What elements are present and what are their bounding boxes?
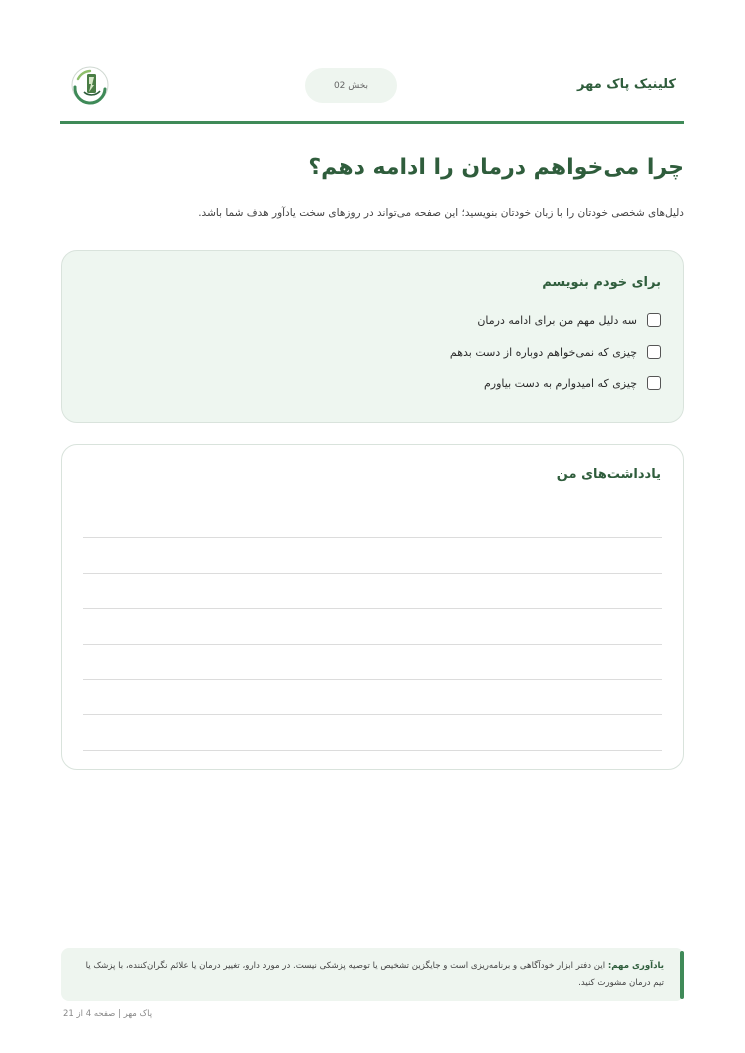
note-writing-line[interactable] <box>83 608 662 609</box>
disclaimer-accent-bar <box>680 951 684 999</box>
page-title: چرا می‌خواهم درمان را ادامه دهم؟ <box>308 155 684 180</box>
disclaimer-box <box>61 948 684 1001</box>
checklist-card <box>61 250 684 423</box>
clinic-name: کلینیک پاک مهر <box>577 77 676 92</box>
note-writing-line[interactable] <box>83 537 662 538</box>
page-header <box>60 62 684 122</box>
notes-title: یادداشت‌های من <box>556 467 661 482</box>
note-writing-line[interactable] <box>83 750 662 751</box>
checkbox[interactable] <box>647 376 661 390</box>
section-badge: بخش 02 <box>305 68 397 103</box>
checkbox[interactable] <box>647 345 661 359</box>
checklist-item[interactable] <box>484 376 661 390</box>
checklist-item-label: سه دلیل مهم من برای ادامه درمان <box>477 313 637 327</box>
note-writing-line[interactable] <box>83 644 662 645</box>
clinic-logo-icon <box>70 65 110 105</box>
header-divider <box>60 121 684 124</box>
disclaimer-label: یادآوری مهم: <box>607 961 664 971</box>
checklist-title: برای خودم بنویسم <box>542 275 661 290</box>
checkbox[interactable] <box>647 313 661 327</box>
note-writing-line[interactable] <box>83 679 662 680</box>
checklist-item[interactable] <box>450 345 661 359</box>
note-writing-line[interactable] <box>83 714 662 715</box>
disclaimer-body: این دفتر ابزار خودآگاهی و برنامه‌ریزی است و جایگزین تشخیص یا توصیه پزشکی نیست. در مورد دارو، تغییر درمان یا علائم نگران‌کننده، با پزشک یا تیم درمان مشورت کنید. <box>85 961 664 988</box>
page-number: پاک مهر | صفحه 4 از 21 <box>63 1009 153 1019</box>
page-intro: دلیل‌های شخصی خودتان را با زبان خودتان بنویسید؛ این صفحه می‌تواند در روزهای سخت یادآور هدف شما باشد. <box>198 207 684 219</box>
note-writing-line[interactable] <box>83 573 662 574</box>
disclaimer-text <box>81 958 664 992</box>
checklist-item-label: چیزی که امیدوارم به دست بیاورم <box>484 376 637 390</box>
checklist-item[interactable] <box>477 313 661 327</box>
notes-card <box>61 444 684 770</box>
checklist-item-label: چیزی که نمی‌خواهم دوباره از دست بدهم <box>449 345 637 359</box>
